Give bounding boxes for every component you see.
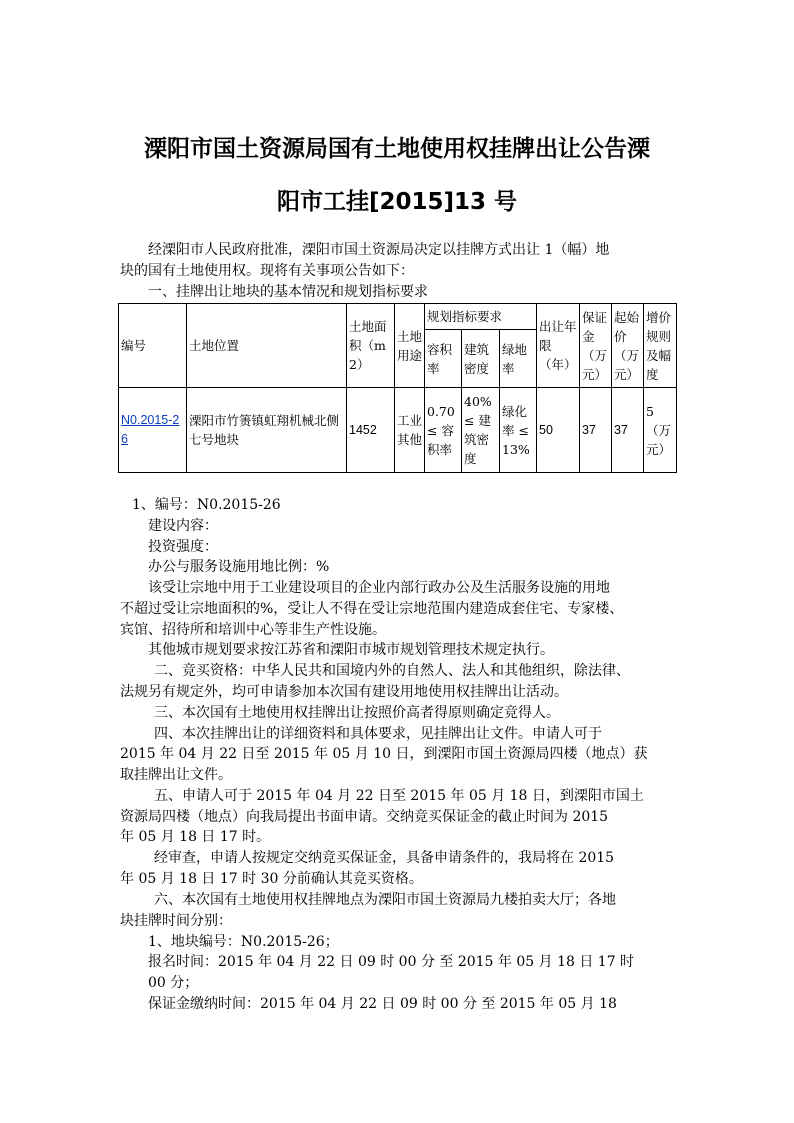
body-line: 报名时间：2015 年 04 月 22 日 09 时 00 分 至 2015 年 05 月 18 日 17 时 bbox=[148, 954, 635, 970]
body-line: 00 分； bbox=[148, 975, 199, 991]
body-line: 三、本次国有土地使用权挂牌出让按照价高者得原则确定竞得人。 bbox=[154, 705, 560, 721]
body-line: 不超过受让宗地面积的%，受让人不得在受让宗地范围内建造成套住宅、专家楼、 bbox=[120, 601, 624, 617]
body-line: 六、本次国有土地使用权挂牌地点为溧阳市国土资源局九楼拍卖大厅；各地 bbox=[154, 892, 616, 908]
body-line: 1、地块编号：N0.2015-26； bbox=[148, 934, 339, 950]
body-line: 办公与服务设施用地比例：% bbox=[148, 559, 330, 575]
body-line: 年 05 月 18 日 17 时。 bbox=[120, 829, 271, 845]
body-line: 年 05 月 18 日 17 时 30 分前确认其竞买资格。 bbox=[120, 871, 423, 887]
header-planning: 规划指标要求 bbox=[425, 304, 537, 330]
row-far: 0.70 ≤ 容积率 bbox=[425, 388, 462, 473]
header-density: 建筑密度 bbox=[462, 330, 500, 388]
header-deposit: 保证金（万元） bbox=[580, 304, 612, 388]
header-increment: 增价规则及幅度 bbox=[644, 304, 677, 388]
body-line: 二、竞买资格：中华人民共和国境内外的自然人、法人和其他组织，除法律、 bbox=[154, 663, 630, 679]
header-area: 土地面积（m2） bbox=[347, 304, 395, 388]
body-line: 五、申请人可于 2015 年 04 月 22 日至 2015 年 05 月 18 日，到溧阳市国土 bbox=[154, 788, 644, 804]
body-line: 宾馆、招待所和培训中心等非生产性设施。 bbox=[120, 622, 386, 638]
row-use: 工业其他 bbox=[395, 388, 425, 473]
row-term: 50 bbox=[537, 388, 580, 473]
notice-title-line-2: 阳市工挂[2015]13 号 bbox=[276, 189, 518, 215]
parcel-id-link[interactable]: N0.2015-26 bbox=[121, 413, 180, 446]
row-density: 40% ≤ 建筑密度 bbox=[462, 388, 500, 473]
header-use: 土地用途 bbox=[395, 304, 425, 388]
land-parcel-table bbox=[118, 303, 677, 473]
body-line: 保证金缴纳时间：2015 年 04 月 22 日 09 时 00 分 至 2015 年 05 月 18 bbox=[148, 996, 617, 1012]
header-id: 编号 bbox=[119, 304, 187, 388]
body-line: 1、编号：N0.2015-26 bbox=[132, 497, 281, 513]
row-location: 溧阳市竹箦镇虹翔机械北侧七号地块 bbox=[187, 388, 347, 473]
body-line: 投资强度： bbox=[148, 539, 218, 555]
row-green: 绿化率 ≤ 13% bbox=[500, 388, 537, 473]
intro-paragraph-line-2: 块的国有土地使用权。现将有关事项公告如下： bbox=[120, 263, 414, 279]
body-line: 块挂牌时间分别： bbox=[120, 913, 232, 929]
section-1-heading: 一、挂牌出让地块的基本情况和规划指标要求 bbox=[148, 284, 428, 300]
row-start-price: 37 bbox=[612, 388, 644, 473]
row-increment: 5（万元） bbox=[644, 388, 677, 473]
body-line: 取挂牌出让文件。 bbox=[120, 767, 232, 783]
notice-title-line-1: 溧阳市国土资源局国有土地使用权挂牌出让公告溧 bbox=[144, 136, 650, 162]
body-line: 法规另有规定外，均可申请参加本次国有建设用地使用权挂牌出让活动。 bbox=[120, 684, 568, 700]
body-line: 2015 年 04 月 22 日至 2015 年 05 月 10 日，到溧阳市国土资源局四楼（地点）获 bbox=[120, 746, 648, 762]
body-line: 建设内容： bbox=[148, 518, 218, 534]
body-line: 其他城市规划要求按江苏省和溧阳市城市规划管理技术规定执行。 bbox=[148, 642, 554, 658]
header-location: 土地位置 bbox=[187, 304, 347, 388]
body-line: 经审查，申请人按规定交纳竞买保证金，具备申请条件的，我局将在 2015 bbox=[154, 850, 615, 866]
intro-paragraph-line-1: 经溧阳市人民政府批准，溧阳市国土资源局决定以挂牌方式出让 1（幅）地 bbox=[148, 242, 610, 258]
header-far: 容积率 bbox=[425, 330, 462, 388]
row-deposit: 37 bbox=[580, 388, 612, 473]
header-term: 出让年限（年） bbox=[537, 304, 580, 388]
row-id-link[interactable] bbox=[119, 388, 187, 473]
body-line: 该受让宗地中用于工业建设项目的企业内部行政办公及生活服务设施的用地 bbox=[148, 580, 610, 596]
body-line: 资源局四楼（地点）向我局提出书面申请。交纳竞买保证金的截止时间为 2015 bbox=[120, 809, 609, 825]
body-line: 四、本次挂牌出让的详细资料和具体要求，见挂牌出让文件。申请人可于 bbox=[154, 726, 602, 742]
header-green: 绿地率 bbox=[500, 330, 537, 388]
row-area: 1452 bbox=[347, 388, 395, 473]
header-start-price: 起始价（万元） bbox=[612, 304, 644, 388]
